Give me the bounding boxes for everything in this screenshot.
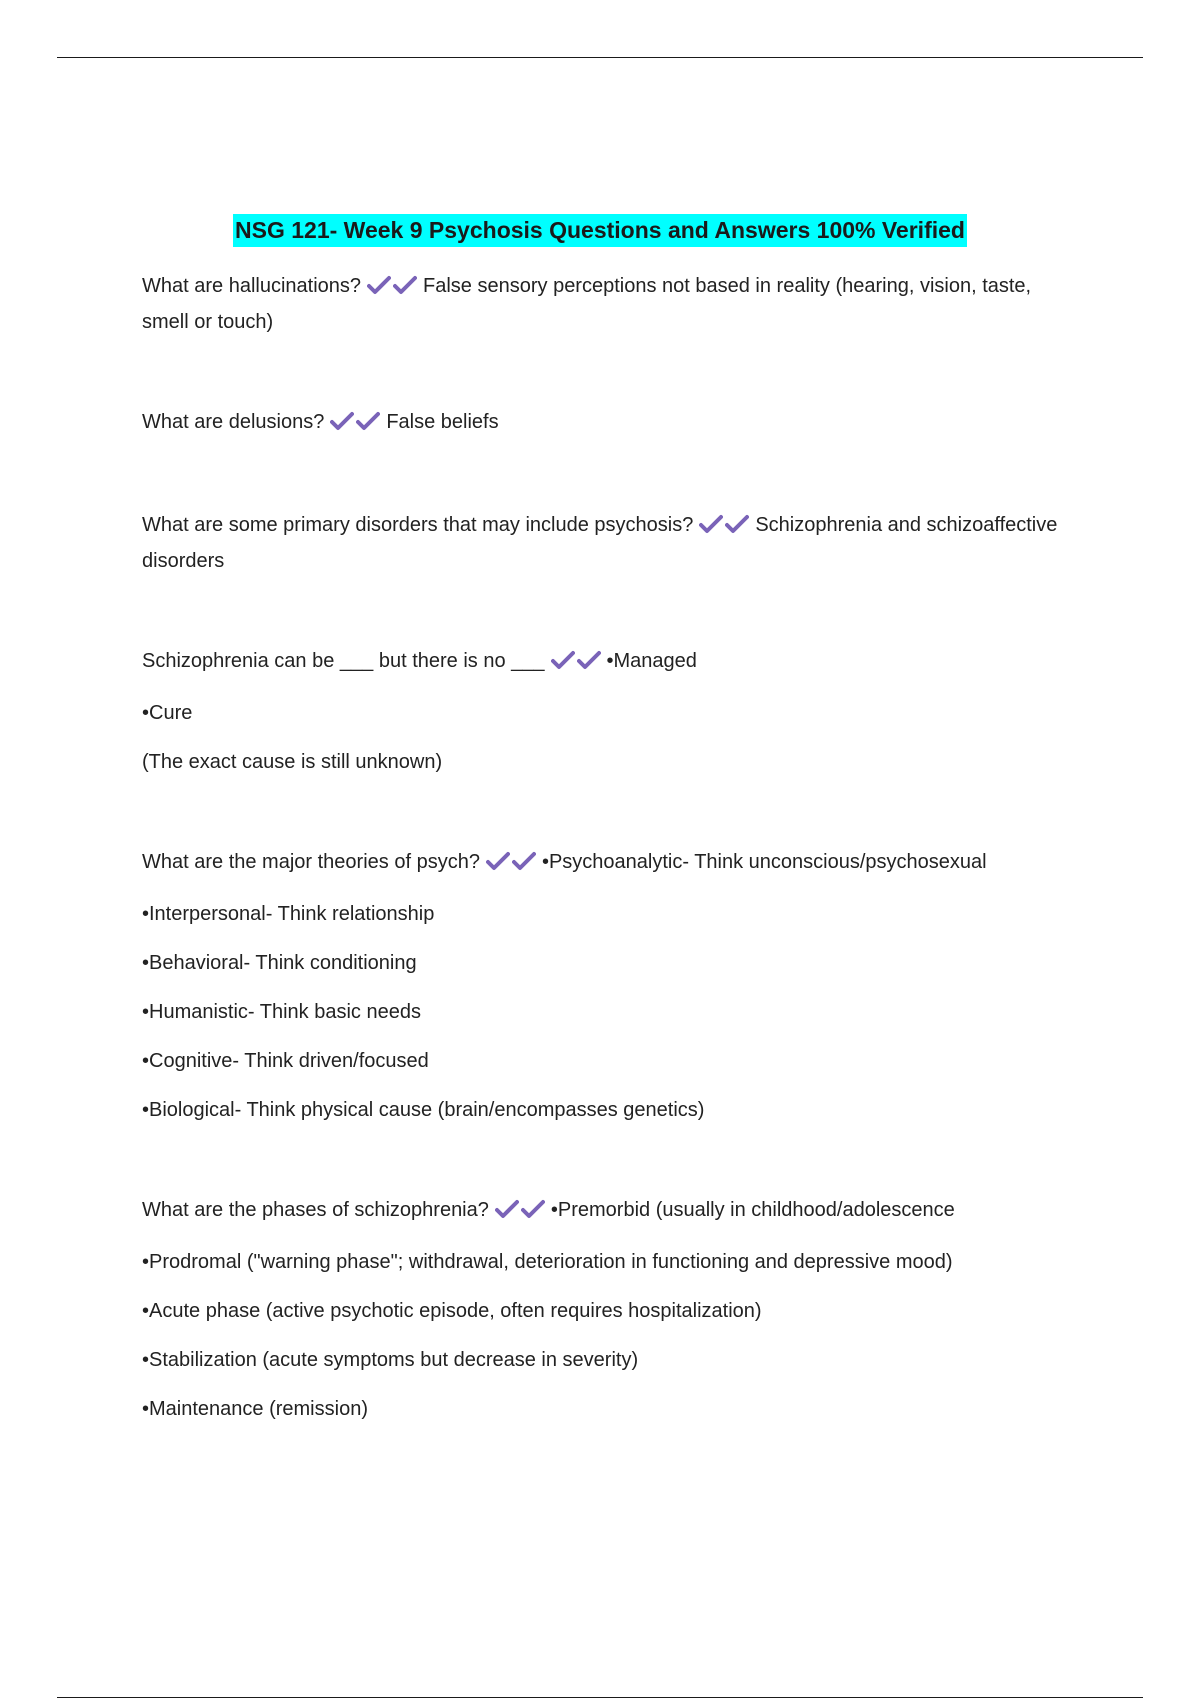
question-text: What are delusions? [142,411,325,433]
qa-item [142,509,1072,578]
question-text: What are some primary disorders that may include psychosis? [142,514,694,536]
answer-marker [699,512,751,545]
qa-item [142,270,1072,339]
answer-marker [330,409,382,442]
check-icon [495,1199,521,1219]
answer-line: •Prodromal ("warning phase"; withdrawal, deterioration in functioning and depressive mood) [142,1251,953,1273]
check-icon [486,851,512,871]
qa-list [142,270,1072,1493]
top-rule [57,57,1143,58]
check-icon [551,650,577,670]
answer-marker [551,648,603,681]
answer-text: False beliefs [386,411,499,433]
qa-item [142,406,1072,442]
qa-first-line [142,1194,1072,1230]
qa-first-line [142,509,1072,578]
answer-marker [367,273,419,306]
answer-line: •Biological- Think physical cause (brain/encompasses genetics) [142,1099,705,1121]
qa-item [142,645,1072,779]
answer-line: •Acute phase (active psychotic episode, often requires hospitalization) [142,1300,762,1322]
answer-line: •Stabilization (acute symptoms but decrease in severity) [142,1349,639,1371]
check-icon [521,1199,547,1219]
answer-text: •Psychoanalytic- Think unconscious/psychosexual [541,851,987,873]
check-icon [699,514,725,534]
check-icon [330,411,356,431]
qa-first-line [142,270,1072,339]
question-text: Schizophrenia can be ___ but there is no ___ [142,650,545,672]
qa-item [142,846,1072,1127]
question-text: What are the major theories of psych? [142,851,480,873]
answer-text: Schizophrenia and schizoaffective disorders [142,514,1058,572]
bottom-rule [57,1697,1143,1698]
question-text: What are the phases of schizophrenia? [142,1199,489,1221]
answer-text: •Premorbid (usually in childhood/adolescence [550,1199,955,1221]
qa-item [142,1194,1072,1426]
answer-line: •Behavioral- Think conditioning [142,952,417,974]
qa-first-line [142,846,1072,882]
document-title: NSG 121- Week 9 Psychosis Questions and Answers 100% Verified [233,214,967,247]
qa-first-line [142,406,1072,442]
title-wrap [0,214,1200,247]
check-icon [577,650,603,670]
answer-line: •Humanistic- Think basic needs [142,1001,421,1023]
answer-line: •Cure [142,702,193,724]
answer-line: •Cognitive- Think driven/focused [142,1050,429,1072]
answer-text: •Managed [606,650,697,672]
check-icon [356,411,382,431]
qa-first-line [142,645,1072,681]
answer-marker [495,1197,547,1230]
check-icon [512,851,538,871]
answer-marker [486,849,538,882]
answer-line: (The exact cause is still unknown) [142,751,443,773]
question-text: What are hallucinations? [142,275,362,297]
answer-line: •Interpersonal- Think relationship [142,903,435,925]
check-icon [393,275,419,295]
answer-line: •Maintenance (remission) [142,1398,368,1420]
check-icon [725,514,751,534]
check-icon [367,275,393,295]
answer-text: False sensory perceptions not based in reality (hearing, vision, taste, smell or touch) [142,275,1032,333]
